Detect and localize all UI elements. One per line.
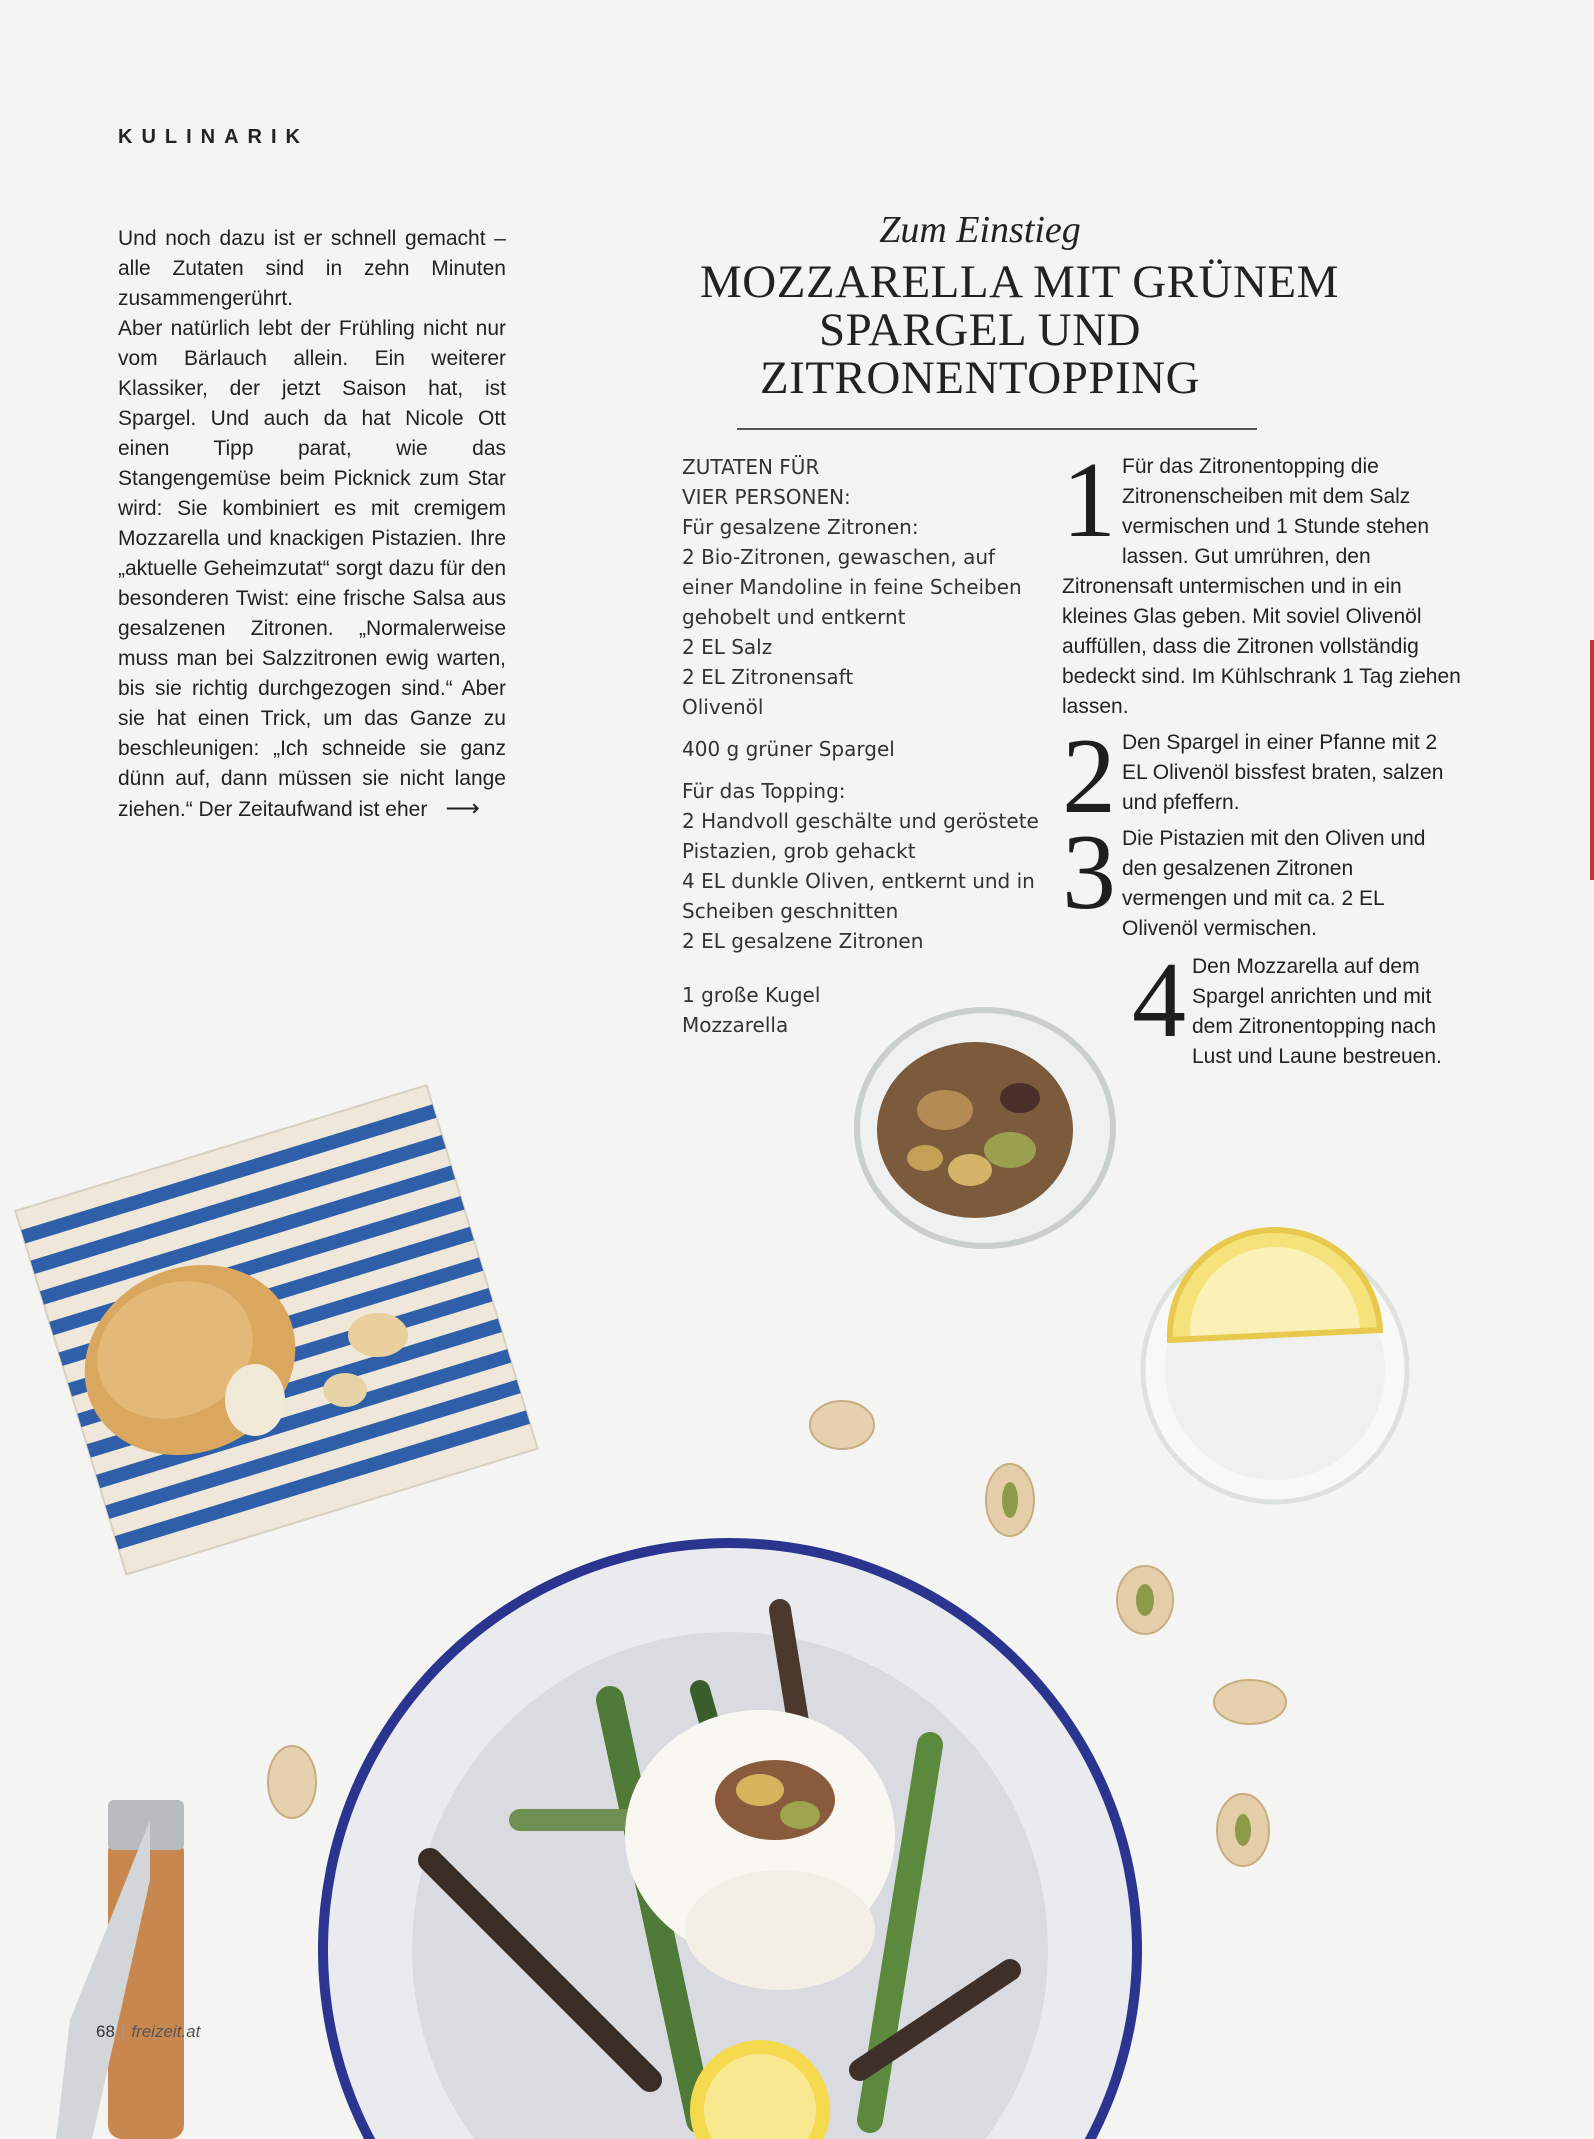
step-number: 1	[1062, 441, 1116, 560]
topping-jar	[857, 1010, 1113, 1246]
step-number: 4	[1132, 941, 1186, 1060]
ingredient-line: Für gesalzene Zitronen:	[682, 515, 919, 539]
ingredient-line: ZUTATEN FÜR	[682, 455, 820, 479]
recipe-title-line: SPARGEL UND	[819, 304, 1141, 356]
continue-arrow-icon: ⟶	[445, 795, 480, 822]
ingredient-line: 400 g grüner Spargel	[682, 737, 895, 761]
ingredient-line: VIER PERSONEN:	[682, 485, 851, 509]
intro-paragraph: Und noch dazu ist er schnell gemacht – alle Zutaten sind in zehn Minuten zusammengerührt.	[118, 227, 506, 310]
ingredient-line: 1 große Kugel	[682, 983, 821, 1007]
ingredient-line: Scheiben geschnitten	[682, 899, 899, 923]
recipe-kicker: Zum Einstieg	[879, 209, 1081, 251]
water-glass	[1143, 1230, 1407, 1502]
page-footer	[96, 2022, 200, 2042]
intro-paragraph: Aber natürlich lebt der Frühling nicht nur vom Bärlauch allein. Ein weiterer Klassiker, der jetzt Saison hat, ist Spargel. Und auch da hat Nicole Ott einen Tipp parat, wie das Stangengemüse beim Picknick zum Star wird: Sie kombiniert es mit cremigem Mozzarella und knackigen Pistazien. Ihre „aktuelle Geheimzutat“ sorgt dazu für den besonderen Twist: eine frische Salsa aus gesalzenen Zitronen. „Normalerweise muss man bei Salzzitronen ewig warten, bis sie richtig durchgezogen sind.“ Aber sie hat einen Trick, um das Ganze zu beschleunigen: „Ich schneide sie ganz dünn auf, dann müssen sie nicht lange ziehen.“ Der Zeitaufwand ist eher ⟶	[118, 317, 506, 822]
recipe-title-line: ZITRONENTOPPING	[759, 352, 1201, 404]
page-number: 68	[96, 2022, 115, 2041]
ingredient-line: 2 EL gesalzene Zitronen	[682, 929, 924, 953]
step-number: 2	[1062, 717, 1116, 836]
ingredient-line: gehobelt und entkernt	[682, 605, 906, 629]
section-label: KULINARIK	[118, 126, 309, 148]
ingredient-line: 2 Handvoll geschälte und geröstete	[682, 809, 1039, 833]
knife-icon	[56, 1800, 184, 2139]
footer-separator: |	[120, 2022, 126, 2041]
ingredient-line: Für das Topping:	[682, 779, 846, 803]
ingredient-line: Olivenöl	[682, 695, 764, 719]
site-name: freizeit.at	[131, 2022, 201, 2041]
ingredient-line: 2 EL Salz	[682, 635, 773, 659]
ingredient-line: Mozzarella	[682, 1013, 789, 1037]
ingredient-line: einer Mandoline in feine Scheiben	[682, 575, 1022, 599]
step-text: Den Spargel in einer Pfanne mit 2 EL Olivenöl bissfest braten, salzen und pfeffern.	[1122, 731, 1444, 814]
ingredient-line: 2 Bio-Zitronen, gewaschen, auf	[682, 545, 996, 569]
step-text: Den Mozzarella auf dem Spargel anrichten und mit dem Zitronentopping nach Lust und Laune bestreuen.	[1192, 955, 1442, 1068]
step-text: Die Pistazien mit den Oliven und den gesalzenen Zitronen vermengen und mit ca. 2 EL Olivenöl vermischen.	[1122, 827, 1426, 940]
ingredient-line: 4 EL dunkle Oliven, entkernt und in	[682, 869, 1035, 893]
recipe-title-line: MOZZARELLA MIT GRÜNEM	[700, 256, 1339, 308]
ingredient-line: 2 EL Zitronensaft	[682, 665, 854, 689]
ingredient-line: Pistazien, grob gehackt	[682, 839, 916, 863]
step-text: Für das Zitronentopping die Zitronenscheiben mit dem Salz vermischen und 1 Stunde stehen lassen. Gut umrühren, den Zitronensaft untermischen und in ein kleines Glas geben. Mit soviel Olivenöl auffüllen, dass die Zitronen vollständig bedeckt sind. Im Kühlschrank 1 Tag ziehen lassen.	[1062, 455, 1461, 718]
step-number: 3	[1062, 813, 1116, 932]
